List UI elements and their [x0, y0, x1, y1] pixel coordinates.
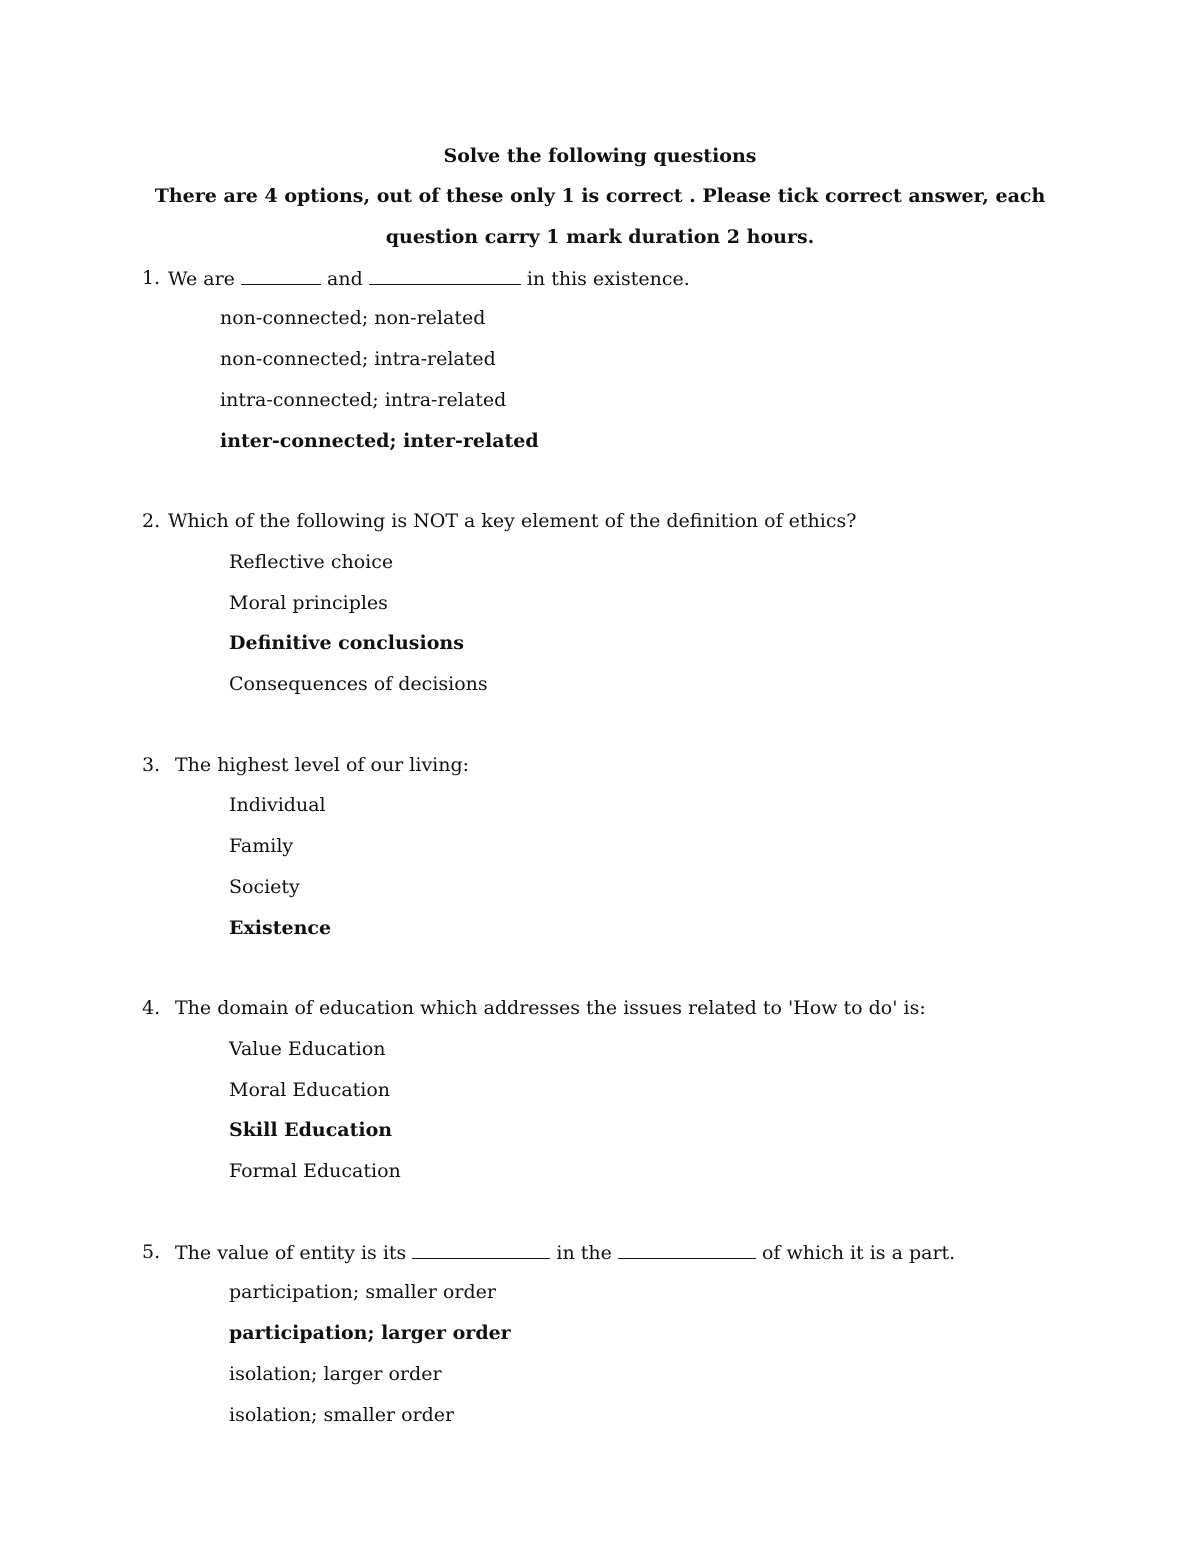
page-title: Solve the following questions	[443, 145, 757, 167]
answer-blank	[412, 1240, 550, 1259]
question-text-part: We are	[168, 268, 235, 290]
answer-blank	[369, 266, 521, 285]
option-correct[interactable]: Skill Education	[229, 1119, 393, 1141]
option[interactable]: Family	[229, 835, 294, 857]
option[interactable]: Formal Education	[229, 1160, 401, 1182]
question-text: The highest level of our living:	[175, 754, 470, 776]
question-text-part: and	[327, 268, 363, 290]
option[interactable]: intra-connected; intra-related	[220, 389, 507, 411]
question-text-part: in the	[556, 1242, 612, 1264]
question-number: 5.	[142, 1241, 161, 1263]
option[interactable]: non-connected; intra-related	[220, 348, 496, 370]
question-text: The domain of education which addresses the issues related to 'How to do' is:	[175, 997, 926, 1019]
instructions-line-1: There are 4 options, out of these only 1 is correct . Please tick correct answer, each	[154, 185, 1046, 207]
option[interactable]: non-connected; non-related	[220, 307, 486, 329]
question-number: 4.	[142, 997, 161, 1019]
question-text-part: of which it is a part.	[761, 1242, 956, 1264]
option-correct[interactable]: inter-connected; inter-related	[220, 430, 539, 452]
option-correct[interactable]: Existence	[229, 917, 332, 939]
option[interactable]: isolation; larger order	[229, 1363, 442, 1385]
question-text	[175, 1240, 955, 1265]
option[interactable]: isolation; smaller order	[229, 1404, 455, 1426]
option[interactable]: Reflective choice	[229, 551, 394, 573]
instructions-line-2: question carry 1 mark duration 2 hours.	[385, 226, 815, 248]
option[interactable]: Moral principles	[229, 592, 388, 614]
option[interactable]: Society	[229, 876, 300, 898]
question-text-part: in this existence.	[526, 268, 690, 290]
answer-blank	[241, 266, 321, 285]
question-number: 1.	[142, 267, 161, 289]
option[interactable]: Individual	[229, 794, 326, 816]
question-number: 2.	[142, 510, 161, 532]
option[interactable]: Value Education	[229, 1038, 386, 1060]
option-correct[interactable]: Definitive conclusions	[229, 632, 464, 654]
question-text: Which of the following is NOT a key element of the definition of ethics?	[168, 510, 857, 532]
answer-blank	[618, 1240, 756, 1259]
question-number: 3.	[142, 754, 161, 776]
option[interactable]: Consequences of decisions	[229, 673, 488, 695]
option[interactable]: participation; smaller order	[229, 1281, 496, 1303]
option-correct[interactable]: participation; larger order	[229, 1322, 511, 1344]
option[interactable]: Moral Education	[229, 1079, 391, 1101]
question-text	[168, 266, 690, 291]
question-text-part: The value of entity is its	[175, 1242, 407, 1264]
